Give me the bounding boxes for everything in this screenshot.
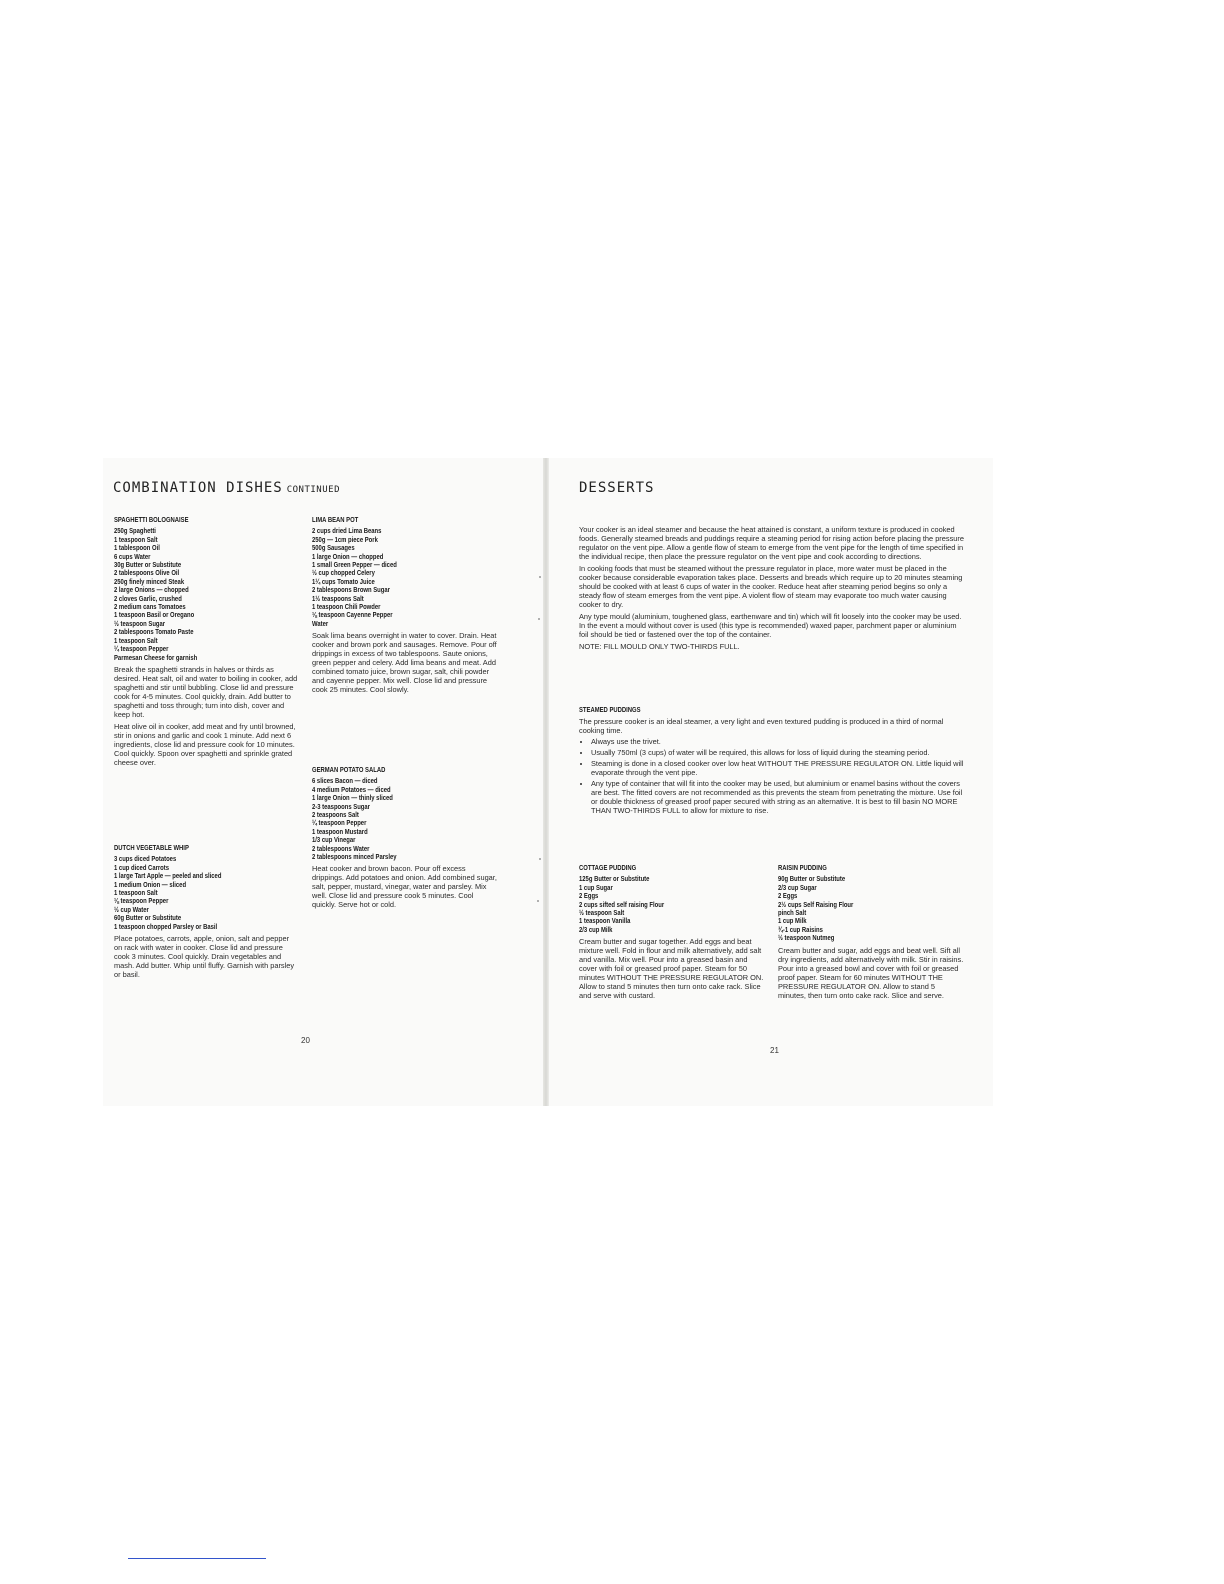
- bullet-item: • Usually 750ml (3 cups) of water will be required, this allows for loss of liquid during the steaming period.: [591, 748, 965, 757]
- ingredient-line: 125g Butter or Substitute: [579, 874, 650, 884]
- footer-line: [128, 1558, 266, 1559]
- ingredient-line: 500g Sausages: [312, 543, 355, 553]
- method-text: [312, 864, 497, 909]
- recipe-title: RAISIN PUDDING: [778, 863, 827, 872]
- page-number: 20: [301, 1036, 310, 1045]
- ingredient-line: 1¼ cups Tomato Juice: [312, 576, 375, 586]
- ingredient-line: Water: [312, 618, 329, 628]
- recipe-title: GERMAN POTATO SALAD: [312, 765, 386, 774]
- ingredient-line: ⅛ teaspoon Pepper: [114, 896, 169, 906]
- ingredient-line: 2/3 cup Sugar: [778, 882, 817, 892]
- scan-speck: [537, 900, 539, 902]
- recipe-title: LIMA BEAN POT: [312, 515, 359, 524]
- ingredient-line: 2 Eggs: [778, 891, 798, 901]
- heading-suffix: CONTINUED: [286, 485, 340, 495]
- method-text: [114, 934, 299, 979]
- ingredient-line: 1 teaspoon Salt: [114, 635, 158, 645]
- ingredient-line: 1 medium Onion — sliced: [114, 879, 187, 889]
- ingredient-list: [114, 855, 299, 931]
- ingredient-line: 3 cups diced Potatoes: [114, 854, 177, 864]
- ingredient-list: [114, 527, 299, 662]
- ingredient-line: 1 large Onion — chopped: [312, 551, 384, 561]
- ingredient-line: 2 teaspoons Salt: [312, 810, 359, 820]
- ingredient-line: 1 teaspoon Vanilla: [579, 916, 631, 926]
- ingredient-line: 2 tablespoons minced Parsley: [312, 852, 397, 862]
- ingredient-line: ½ teaspoon Nutmeg: [778, 933, 835, 943]
- cottage-recipe: [579, 864, 767, 1000]
- ingredient-line: 1½ teaspoons Salt: [312, 593, 364, 603]
- ingredient-line: ½ cup Water: [114, 904, 149, 914]
- ingredient-line: 1 cup Sugar: [579, 882, 613, 892]
- ingredient-line: 2 cups dried Lima Beans: [312, 526, 382, 536]
- ingredient-line: 1 cup Milk: [778, 916, 807, 926]
- ingredient-line: ¼ teaspoon Pepper: [312, 818, 367, 828]
- intro-text: [579, 525, 965, 651]
- heading-text: COMBINATION DISHES: [113, 480, 283, 496]
- ingredient-line: 1 teaspoon Salt: [114, 534, 158, 544]
- method-text: [579, 937, 767, 1000]
- ingredient-line: 1 small Green Pepper — diced: [312, 560, 397, 570]
- ingredient-line: 1 teaspoon Mustard: [312, 826, 368, 836]
- ingredient-line: 1 tablespoon Oil: [114, 543, 160, 553]
- ingredient-line: 2/3 cup Milk: [579, 924, 613, 934]
- left-page-heading: [113, 480, 340, 496]
- ingredient-line: 1/3 cup Vinegar: [312, 835, 356, 845]
- ingredient-line: 2 tablespoons Olive Oil: [114, 568, 180, 578]
- scan-speck: [539, 576, 541, 578]
- scan-speck: [538, 618, 540, 620]
- paragraph: NOTE: FILL MOULD ONLY TWO-THIRDS FULL.: [579, 642, 740, 651]
- bullet-list: [579, 737, 965, 815]
- ingredient-line: Parmesan Cheese for garnish: [114, 652, 198, 662]
- ingredient-line: 2 tablespoons Water: [312, 843, 370, 853]
- scan-speck: [539, 858, 541, 860]
- ingredient-line: 90g Butter or Substitute: [778, 874, 846, 884]
- ingredient-list: [579, 875, 767, 934]
- paragraph: In cooking foods that must be steamed without the pressure regulator in place, more water must be placed in the cooker because considerable evaporation takes place. Desserts and breads which require up to 20 minutes steaming should be cooked with at least 6 cups of water in the cooker. Reduce heat after steaming period begins so only a steady flow of steam emerges from the vent pipe. A violent flow of steam may evaporate too much water causing cooker to dry.: [579, 564, 963, 609]
- dutch-recipe: [114, 844, 299, 979]
- ingredient-line: 6 slices Bacon — diced: [312, 776, 378, 786]
- ingredient-line: pinch Salt: [778, 908, 807, 918]
- right-page-heading: DESSERTS: [579, 480, 655, 496]
- method-text: [114, 665, 299, 767]
- paragraph: Cream butter and sugar, add eggs and beat well. Sift all dry ingredients, add alternatively with milk. Stir in raisins. Pour into a greased bowl and cover with foil or greased proof paper. Steam for 60 minutes WITHOUT THE PRESSURE REGULATOR ON. Allow to stand 5 minutes, then turn onto cake rack. Slice and serve.: [778, 945, 964, 1000]
- raisin-recipe: [778, 864, 964, 1000]
- ingredient-line: 2 Eggs: [579, 891, 599, 901]
- ingredient-line: 2½ cups Self Raising Flour: [778, 899, 854, 909]
- paragraph: Cream butter and sugar together. Add eggs and beat mixture well. Fold in flour and milk alternatively, add salt and vanilla. Mix well. Pour into a greased basin and cover with foil or greased proof paper. Steam for 50 minutes WITHOUT THE PRESSURE REGULATOR ON. Allow to stand 5 minutes then turn onto cake rack. Slice and serve with custard.: [579, 937, 764, 1001]
- ingredient-line: 1 cup diced Carrots: [114, 862, 170, 872]
- ingredient-line: 2 tablespoons Tomato Paste: [114, 627, 194, 637]
- ingredient-line: 1 teaspoon chopped Parsley or Basil: [114, 921, 218, 931]
- steamed-puddings-section: [579, 706, 965, 817]
- paragraph: Place potatoes, carrots, apple, onion, salt and pepper on rack with water in cooker. Close lid and pressure cook 3 minutes. Cool quickly. Drain vegetables and mash. Add butter. Whip until fluffy. Garnish with parsley or basil.: [114, 934, 295, 980]
- bullet-item: • Steaming is done in a closed cooker over low heat WITHOUT THE PRESSURE REGULATOR ON. Little liquid will evaporate through the vent pipe.: [591, 759, 965, 777]
- lima-recipe: [312, 516, 497, 694]
- paragraph: Any type mould (aluminium, toughened glass, earthenware and tin) which will fit loosely into the cooker may be used. In the event a mould without cover is used (this type is recommended) waxed paper, parchment paper or aluminium foil should be tied or fastened over the top of the container.: [579, 612, 962, 639]
- ingredient-line: 250g Spaghetti: [114, 526, 156, 536]
- section-title: STEAMED PUDDINGS: [579, 705, 641, 714]
- ingredient-list: [312, 527, 497, 628]
- recipe-title: DUTCH VEGETABLE WHIP: [114, 843, 189, 852]
- ingredient-line: 2-3 teaspoons Sugar: [312, 801, 370, 811]
- method-text: [778, 946, 964, 1000]
- ingredient-line: 60g Butter or Substitute: [114, 913, 182, 923]
- ingredient-line: ¼ teaspoon Pepper: [114, 644, 169, 654]
- ingredient-line: 1 large Onion — thinly sliced: [312, 793, 393, 803]
- ingredient-line: 30g Butter or Substitute: [114, 560, 182, 570]
- ingredient-line: ½ teaspoon Salt: [579, 908, 625, 918]
- ingredient-line: ⅛ teaspoon Cayenne Pepper: [312, 610, 393, 620]
- ingredient-list: [778, 875, 964, 942]
- recipe-title: COTTAGE PUDDING: [579, 863, 637, 872]
- section-text: The pressure cooker is an ideal steamer, a very light and even textured pudding is produced in a third of normal cooking time.: [579, 717, 944, 736]
- ingredient-line: ¾-1 cup Raisins: [778, 924, 823, 934]
- page-number: 21: [770, 1046, 779, 1055]
- recipe-title: SPAGHETTI BOLOGNAISE: [114, 515, 189, 524]
- ingredient-line: 2 medium cans Tomatoes: [114, 602, 186, 612]
- paragraph: Heat cooker and brown bacon. Pour off excess drippings. Add potatoes and onion. Add combined sugar, salt, pepper, mustard, vinegar, water and parsley. Mix well. Close lid and pressure cook 5 minutes. Cool quickly. Serve hot or cold.: [312, 864, 497, 910]
- right-page: [549, 458, 993, 1106]
- paragraph: Your cooker is an ideal steamer and because the heat attained is constant, a uniform texture is produced in cooked foods. Generally steamed breads and puddings require a steaming period for rising action before placing the pressure regulator on the vent pipe. Allow a gentle flow of steam to emerge from the vent pipe for the length of time specified in the individual recipe, then place the pressure regulator on the vent pipe and cook according to directions.: [579, 525, 964, 561]
- ingredient-list: [312, 777, 497, 861]
- paragraph: Heat olive oil in cooker, add meat and fry until browned, stir in onions and garlic and cook 1 minute. Add next 6 ingredients, close lid and pressure cook for 10 minutes. Cool quickly. Spoon over spaghetti and sprinkle grated cheese over.: [114, 721, 296, 767]
- ingredient-line: 6 cups Water: [114, 551, 151, 561]
- booklet-spread: [103, 458, 993, 1106]
- ingredient-line: ½ cup chopped Celery: [312, 568, 375, 578]
- paragraph: Soak lima beans overnight in water to cover. Drain. Heat cooker and brown pork and sausages. Remove. Pour off drippings in excess of two tablespoons. Saute onions, green pepper and celery. Add lima beans and meat. Add combined tomato juice, brown sugar, salt, chili powder and cayenne pepper. Mix well. Close lid and pressure cook 25 minutes. Cool slowly.: [312, 631, 497, 695]
- desserts-intro: [579, 522, 965, 651]
- ingredient-line: 1 large Tart Apple — peeled and sliced: [114, 871, 222, 881]
- ingredient-line: ½ teaspoon Sugar: [114, 618, 166, 628]
- ingredient-line: 4 medium Potatoes — diced: [312, 784, 391, 794]
- ingredient-line: 250g finely minced Steak: [114, 576, 185, 586]
- ingredient-line: 250g — 1cm piece Pork: [312, 534, 378, 544]
- bullet-item: • Any type of container that will fit into the cooker may be used, but aluminium or enamel basins without the covers are best. The fitted covers are not recommended as this prevents the steam from penetrating the mixture. Use foil or double thickness of greased proof paper secured with string as an alternative. It is best to fill basin NO MORE THAN TWO-THIRDS FULL to allow for mixture to rise.: [591, 779, 965, 815]
- method-text: [312, 631, 497, 694]
- ingredient-line: 1 teaspoon Salt: [114, 888, 158, 898]
- ingredient-line: 1 teaspoon Chili Powder: [312, 602, 381, 612]
- left-page: [103, 458, 543, 1106]
- bullet-item: • Always use the trivet.: [591, 737, 965, 746]
- ingredient-line: 1 teaspoon Basil or Oregano: [114, 610, 195, 620]
- ingredient-line: 2 cups sifted self raising Flour: [579, 899, 665, 909]
- spaghetti-recipe: [114, 516, 299, 767]
- german-recipe: [312, 766, 497, 909]
- ingredient-line: 2 cloves Garlic, crushed: [114, 593, 182, 603]
- ingredient-line: 2 tablespoons Brown Sugar: [312, 585, 390, 595]
- paragraph: Break the spaghetti strands in halves or thirds as desired. Heat salt, oil and water to boiling in cooker, add spaghetti and stir until bubbling. Close lid and pressure cook for 4-5 minutes. Cool quickly, drain. Add butter to spaghetti and toss through; turn into dish, cover and keep hot.: [114, 664, 298, 719]
- ingredient-line: 2 large Onions — chopped: [114, 585, 189, 595]
